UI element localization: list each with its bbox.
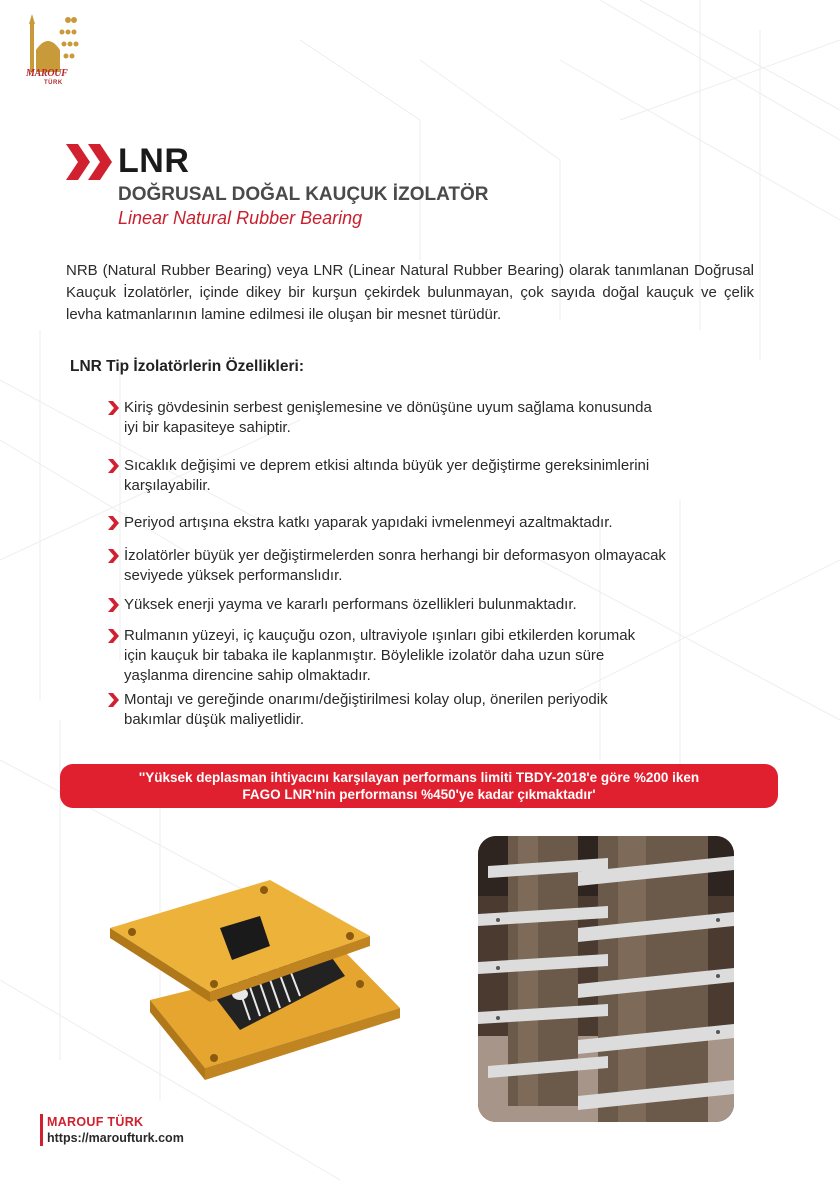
feature-item	[108, 456, 758, 496]
logo-name: MAROUF	[26, 68, 68, 79]
feature-item	[108, 398, 758, 438]
arrow-bullet-icon	[108, 693, 119, 707]
intro-paragraph: NRB (Natural Rubber Bearing) veya LNR (Linear Natural Rubber Bearing) olarak tanımlanan Doğrusal Kauçuk İzolatörler, içinde dikey bir kurşun çekirdek bulunmayan, çok sayıda doğal kauçuk ve çelik levha katmanlarının lamine edilmesi ile oluşan bir mesnet türüdür.	[66, 262, 754, 323]
feature-line: Periyod artışına ekstra katkı yaparak yapıdaki ivmelenmeyi azaltmaktadır.	[124, 514, 613, 531]
arrow-bullet-icon	[108, 516, 119, 530]
arrow-bullet-icon	[108, 401, 119, 415]
footer	[40, 1114, 184, 1146]
feature-line: karşılayabilir.	[124, 477, 211, 494]
product-title-english: Linear Natural Rubber Bearing	[118, 208, 363, 228]
feature-item	[108, 690, 758, 730]
feature-line: Sıcaklık değişimi ve deprem etkisi altında büyük yer değiştirme gereksinimlerini	[124, 457, 650, 474]
bearing-illustration	[110, 880, 400, 1092]
double-chevron-icon	[66, 144, 116, 180]
feature-line: seviyede yüksek performanslıdır.	[124, 567, 343, 584]
logo-sub: TÜRK	[44, 80, 63, 86]
feature-line: İzolatörler büyük yer değiştirmelerden sonra herhangi bir deformasyon olmayacak	[124, 547, 666, 564]
product-code-title: LNR	[118, 142, 190, 180]
product-title-turkish: DOĞRUSAL DOĞAL KAUÇUK İZOLATÖR	[118, 184, 489, 205]
feature-item	[108, 546, 758, 586]
feature-line: Kiriş gövdesinin serbest genişlemesine ve dönüşüne uyum sağlama konusunda	[124, 399, 652, 416]
features-heading: LNR Tip İzolatörlerin Özellikleri:	[70, 358, 304, 375]
feature-line: için kauçuk bir tabaka ile kaplanmıştır. Böylelikle izolatör daha uzun süre	[124, 647, 605, 664]
footer-website-link[interactable]: https://maroufturk.com	[47, 1131, 184, 1145]
performance-banner	[60, 764, 778, 808]
arrow-bullet-icon	[108, 459, 119, 473]
feature-line: Montajı ve gereğinde onarımı/değiştirilmesi kolay olup, önerilen periyodik	[124, 691, 608, 708]
feature-item	[108, 513, 758, 533]
banner-line: ''Yüksek deplasman ihtiyacını karşılayan performans limiti TBDY-2018'e göre %200 iken	[138, 770, 700, 785]
arrow-bullet-icon	[108, 598, 119, 612]
feature-line: bakımlar düşük maliyetlidir.	[124, 711, 305, 728]
footer-brand: MAROUF TÜRK	[47, 1115, 144, 1129]
feature-line: yaşlanma direncine sahip olmaktadır.	[124, 667, 371, 684]
feature-line: iyi bir kapasiteye sahiptir.	[124, 419, 291, 436]
feature-line: Yüksek enerji yayma ve kararlı performans özellikleri bulunmaktadır.	[124, 596, 577, 613]
arrow-bullet-icon	[108, 629, 119, 643]
feature-line: Rulmanın yüzeyi, iç kauçuğu ozon, ultraviyole ışınları gibi etkilerden korumak	[124, 627, 636, 644]
arrow-bullet-icon	[108, 549, 119, 563]
feature-item	[108, 626, 758, 686]
bearings-photo	[478, 836, 734, 1122]
banner-line: FAGO LNR'nin performansı %450'ye kadar çıkmaktadır'	[242, 787, 596, 802]
feature-item	[108, 595, 758, 615]
